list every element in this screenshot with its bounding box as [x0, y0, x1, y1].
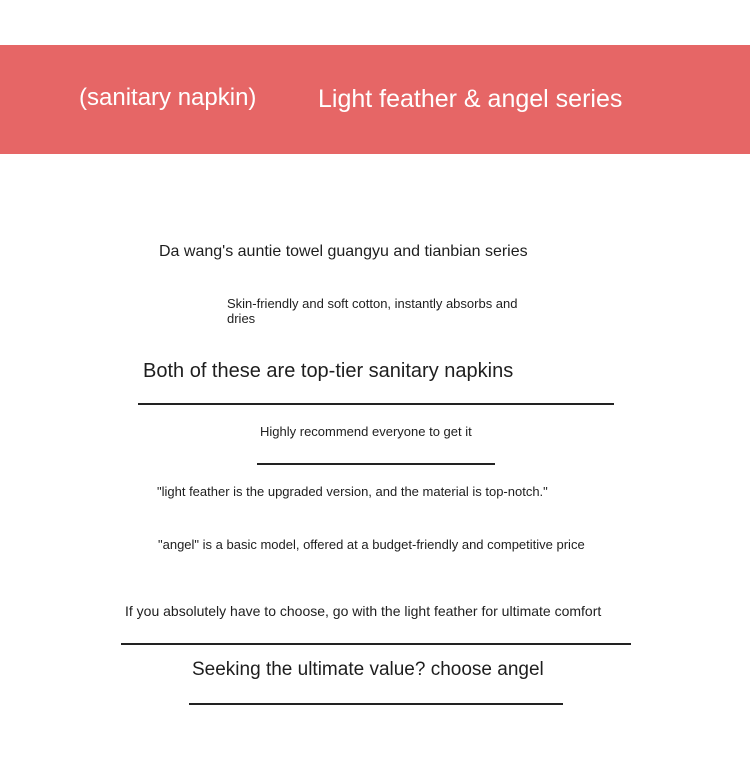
divider-line — [257, 463, 495, 465]
value-choice-heading: Seeking the ultimate value? choose angel — [192, 659, 544, 680]
header-banner — [0, 45, 750, 154]
light-feather-note: "light feather is the upgraded version, and the material is top-notch." — [157, 484, 548, 499]
divider-line — [138, 403, 614, 405]
angel-note: "angel" is a basic model, offered at a budget-friendly and competitive price — [158, 537, 585, 552]
banner-subtitle: (sanitary napkin) — [79, 84, 257, 111]
banner-title: Light feather & angel series — [318, 85, 623, 113]
recommend-text: Highly recommend everyone to get it — [260, 424, 472, 439]
divider-line — [189, 703, 563, 705]
claim-heading: Both of these are top-tier sanitary napkins — [143, 360, 514, 382]
intro-text: Da wang's auntie towel guangyu and tianbian series — [159, 243, 528, 260]
feature-text: Skin-friendly and soft cotton, instantly absorbs and dries — [227, 296, 518, 326]
divider-line — [121, 643, 631, 645]
comfort-choice-text: If you absolutely have to choose, go with the light feather for ultimate comfort — [125, 603, 602, 619]
